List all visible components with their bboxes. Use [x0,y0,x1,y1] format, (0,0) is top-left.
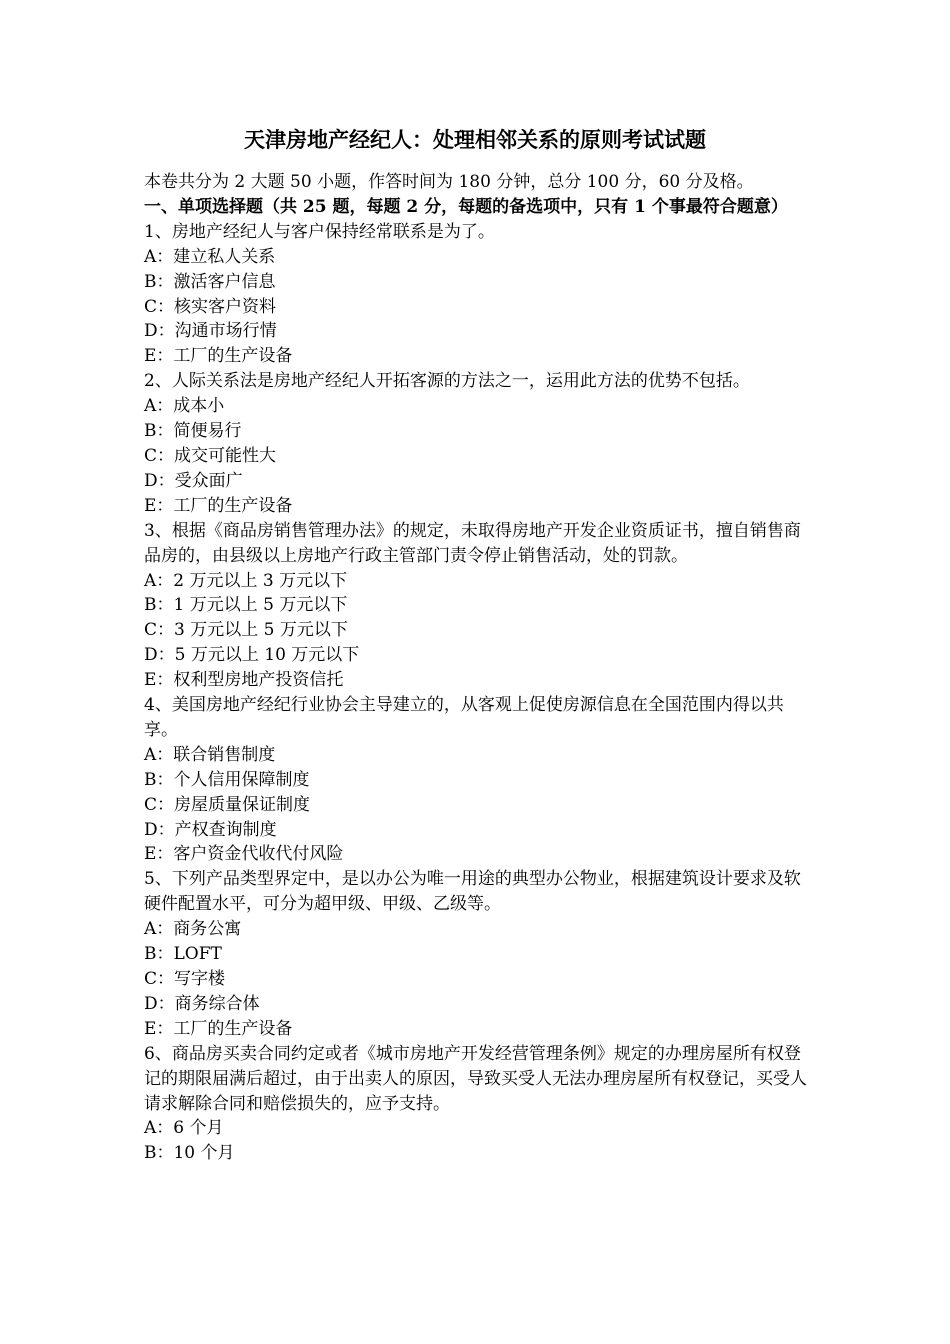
question-option: B：10 个月 [144,1143,235,1164]
question-option: E：工厂的生产设备 [144,495,293,516]
question-stem: 3、根据《商品房销售管理办法》的规定，未取得房地产开发企业资质证书，擅自销售商品房的，由县级以上房地产行政主管部门责令停止销售活动，处的罚款。 [144,520,801,566]
question-option: A：6 个月 [144,1118,224,1139]
question-option: C：3 万元以上 5 万元以下 [144,620,348,641]
question-option: A：成本小 [144,396,225,417]
question-option: A：2 万元以上 3 万元以下 [144,570,348,591]
question-option: D：5 万元以上 10 万元以下 [144,645,360,666]
question-option: A：商务公寓 [144,919,242,940]
question-option: E：工厂的生产设备 [144,346,293,367]
question-option: D：产权查询制度 [144,819,277,840]
section-heading: 一、单项选择题（共 25 题，每题 2 分，每题的备选项中，只有 1 个事最符合题意） [144,196,788,217]
question-option: C：成交可能性大 [144,445,277,466]
exam-intro: 本卷共分为 2 大题 50 小题，作答时间为 180 分钟，总分 100 分，60 分及格。 [144,172,754,192]
question-option: D：商务综合体 [144,993,260,1014]
question-option: E：工厂的生产设备 [144,1018,293,1039]
question-stem: 6、商品房买卖合同约定或者《城市房地产开发经营管理条例》规定的办理房屋所有权登记的期限届满后超过，由于出卖人的原因，导致买受人无法办理房屋所有权登记，买受人请求解除合同和赔偿损失的，应予支持。 [144,1043,807,1114]
question-option: D：沟通市场行情 [144,321,277,342]
question-option: B：简便易行 [144,421,242,442]
question-stem: 4、美国房地产经纪行业协会主导建立的，从客观上促使房源信息在全国范围内得以共享。 [144,695,784,740]
question-option: A：建立私人关系 [144,246,276,267]
question-stem: 5、下列产品类型界定中，是以办公为唯一用途的典型办公物业，根据建筑设计要求及软硬件配置水平，可分为超甲级、甲级、乙级等。 [144,869,801,915]
question-stem: 1、房地产经纪人与客户保持经常联系是为了。 [144,221,495,242]
question-option: B：激活客户信息 [144,271,276,292]
question-option: A：联合销售制度 [144,744,276,765]
question-option: B：LOFT [144,944,222,965]
question-option: C：核实客户资料 [144,296,277,317]
document-body [144,170,808,1166]
question-option: B：个人信用保障制度 [144,769,310,790]
question-option: D：受众面广 [144,470,243,491]
question-option: B：1 万元以上 5 万元以下 [144,595,348,616]
document-title: 天津房地产经纪人：处理相邻关系的原则考试试题 [244,127,706,152]
question-option: C：写字楼 [144,969,226,989]
question-option: E：客户资金代收代付风险 [144,844,344,865]
question-option: E：权利型房地产投资信托 [144,670,344,691]
question-stem: 2、人际关系法是房地产经纪人开拓客源的方法之一，运用此方法的优势不包括。 [144,371,750,392]
question-option: C：房屋质量保证制度 [144,794,311,815]
